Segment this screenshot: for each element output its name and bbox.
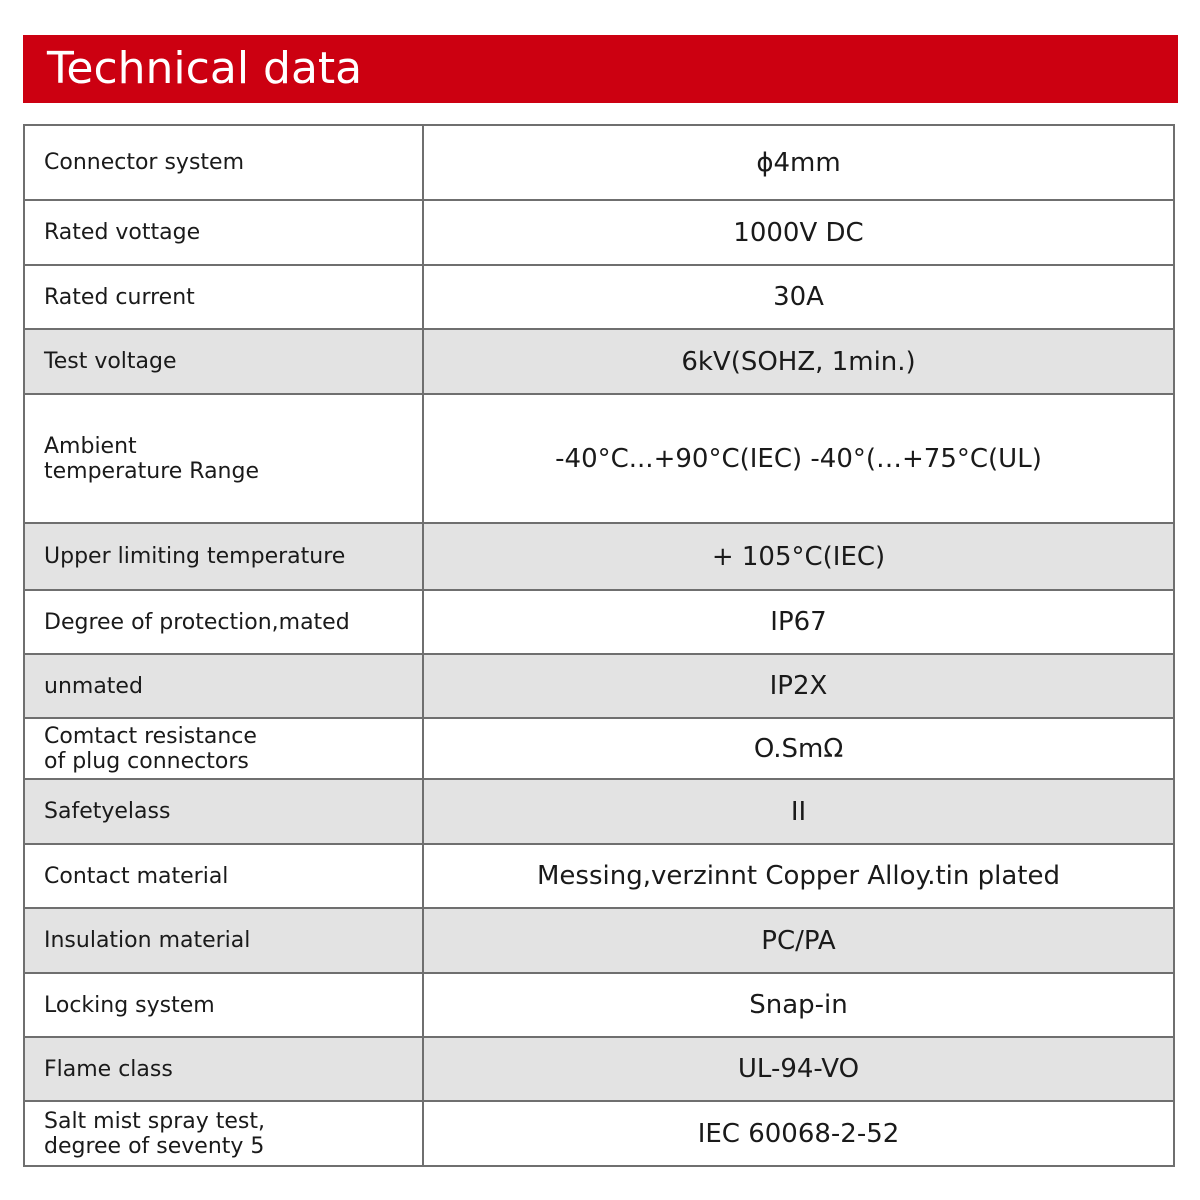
row-label: Comtact resistance of plug connectors [24, 718, 423, 779]
row-label: Salt mist spray test, degree of seventy 5 [24, 1101, 423, 1166]
table-row [24, 844, 1174, 908]
table-row [24, 908, 1174, 973]
table-row [24, 1101, 1174, 1166]
row-label: Contact material [24, 844, 423, 908]
row-label: Insulation material [24, 908, 423, 973]
title-banner [23, 35, 1178, 103]
row-value: Snap-in [423, 973, 1174, 1037]
row-label: Rated current [24, 265, 423, 329]
row-label: Safetyelass [24, 779, 423, 844]
row-value: IP2X [423, 654, 1174, 718]
row-value: II [423, 779, 1174, 844]
row-value: -40°C...+90°C(IEC) -40°(…+75°C(UL) [423, 394, 1174, 523]
row-label: Locking system [24, 973, 423, 1037]
row-label: Connector system [24, 125, 423, 200]
table-row [24, 654, 1174, 718]
row-label: Rated vottage [24, 200, 423, 265]
row-value: 6kV(SOHZ, 1min.) [423, 329, 1174, 394]
row-value: UL-94-VO [423, 1037, 1174, 1101]
table-row [24, 125, 1174, 200]
row-value: PC/PA [423, 908, 1174, 973]
row-value: O.SmΩ [423, 718, 1174, 779]
row-value: IP67 [423, 590, 1174, 654]
row-value: + 105°C(IEC) [423, 523, 1174, 590]
table-row [24, 973, 1174, 1037]
table-row [24, 523, 1174, 590]
table-row [24, 265, 1174, 329]
row-value: ϕ4mm [423, 125, 1174, 200]
table-row [24, 200, 1174, 265]
row-label: Ambient temperature Range [24, 394, 423, 523]
row-label: Degree of protection,mated [24, 590, 423, 654]
row-value: Messing,verzinnt Copper Alloy.tin plated [423, 844, 1174, 908]
table-row [24, 329, 1174, 394]
table-row [24, 394, 1174, 523]
table-row [24, 1037, 1174, 1101]
table-row [24, 779, 1174, 844]
table-row [24, 590, 1174, 654]
row-label: Upper limiting temperature [24, 523, 423, 590]
row-label: unmated [24, 654, 423, 718]
row-value: 1000V DC [423, 200, 1174, 265]
row-value: 30A [423, 265, 1174, 329]
row-label: Flame class [24, 1037, 423, 1101]
technical-data-table [23, 124, 1175, 1167]
page-title: Technical data [47, 43, 363, 94]
row-value: IEC 60068-2-52 [423, 1101, 1174, 1166]
row-label: Test voltage [24, 329, 423, 394]
table-row [24, 718, 1174, 779]
